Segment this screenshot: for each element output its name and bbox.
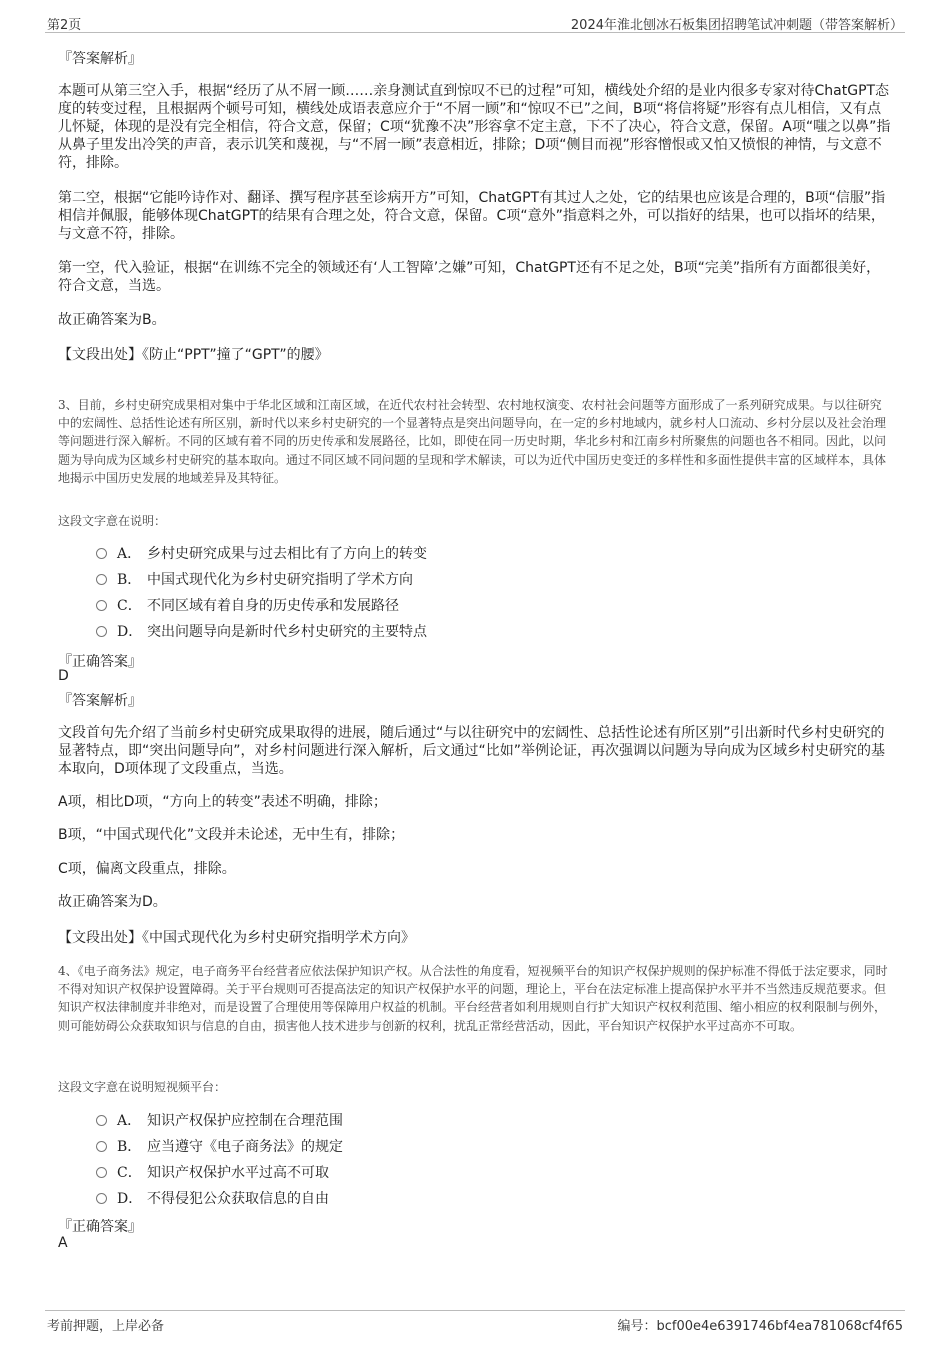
radio-button[interactable] [96,1167,107,1178]
radio-button[interactable] [96,1193,107,1204]
option-letter: C． [117,598,142,614]
serial-value: bcf00e4e6391746bf4ea781068cf4f65 [656,1319,903,1334]
page-number: 第2页 [47,18,82,33]
question-prompt: 这段文字意在说明： [58,514,167,528]
page-footer [45,1310,905,1335]
analysis-heading: 『答案解析』 [58,51,142,67]
analysis-paragraph: 第一空，代入验证，根据“在训练不完全的领域还有‘人工智障’之嫌”可知，ChatGPT还有不足之处，B项“完美”指所有方面都很美好，符合文意，当选。 [58,260,881,294]
option-letter: D． [117,624,143,640]
option-text: 乡村史研究成果与过去相比有了方向上的转变 [147,546,427,562]
analysis-paragraph: B项，“中国式现代化”文段并未论述，无中生有，排除； [58,827,405,843]
option-letter: D． [117,1191,143,1207]
option-d[interactable] [96,621,427,643]
question-text: 3、目前，乡村史研究成果相对集中于华北区域和江南区域，在近代农村社会转型、农村地权演变、农村社会问题等方面形成了一系列研究成果。与以往研究中的宏阔性、总括性论述有所区别，新时代以来乡村史研究的一个显著特点是突出问题导向，在一定的乡村地域内，就乡村人口流动、乡村分层以及社会治理等问题进行深入解析。不同的区域有着不同的历史传承和发展路径，比如，即使在同一历史时期，华北乡村和江南乡村所聚焦的问题也各不相同。因此，以问题为导向成为区域乡村史研究的基本取向。通过不同区域不同问题的呈现和学术解读，可以为近代中国历史变迁的多样性和多面性提供丰富的区域样本，具体地揭示中国历史发展的地域差异及其特征。 [58,398,887,485]
option-text: 知识产权保护应控制在合理范围 [147,1113,343,1129]
option-text: 中国式现代化为乡村史研究指明了学术方向 [147,572,413,588]
radio-button[interactable] [96,574,107,585]
option-c[interactable] [96,1162,329,1184]
analysis-conclusion: 故正确答案为D。 [58,894,167,910]
option-d[interactable] [96,1188,329,1210]
radio-button[interactable] [96,1115,107,1126]
correct-answer: D [58,668,69,684]
analysis-paragraph: A项，相比D项，“方向上的转变”表述不明确，排除； [58,794,387,810]
option-letter: B． [117,572,142,588]
analysis-heading: 『答案解析』 [58,693,142,709]
radio-button[interactable] [96,548,107,559]
correct-answer: A [58,1235,68,1251]
option-a[interactable] [96,543,427,565]
serial-label: 编号： [617,1319,657,1334]
option-text: 突出问题导向是新时代乡村史研究的主要特点 [147,624,427,640]
correct-answer-heading: 『正确答案』 [58,654,142,670]
analysis-paragraph: C项，偏离文段重点，排除。 [58,861,236,877]
source-citation: 【文段出处】《防止“PPT”撞了“GPT”的腰》 [58,347,329,363]
option-letter: B． [117,1139,142,1155]
option-b[interactable] [96,1136,343,1158]
option-text: 不得侵犯公众获取信息的自由 [147,1191,329,1207]
analysis-paragraph: 第二空，根据“它能吟诗作对、翻译、撰写程序甚至诊病开方”可知，ChatGPT有其过人之处，它的结果也应该是合理的，B项“信服”指相信并佩服，能够体现ChatGPT的结果有合理之处，符合文意，保留。C项“意外”指意料之外，可以指好的结果，也可以指坏的结果，与文意不符，排除。 [58,190,886,242]
option-text: 不同区域有着自身的历史传承和发展路径 [147,598,399,614]
correct-answer-heading: 『正确答案』 [58,1219,142,1235]
option-a[interactable] [96,1110,343,1132]
question-text: 4、《电子商务法》规定，电子商务平台经营者应依法保护知识产权。从合法性的角度看，短视频平台的知识产权保护规则的保护标准不得低于法定要求，同时不得对知识产权保护设置障碍。关于平台规则可否提高法定的知识产权保护水平的问题，理论上，平台在法定标准上提高保护水平并不当然违反规范要求。但知识产权法律制度并非绝对，而是设置了合理使用等保障用户权益的机制。平台经营者如利用规则自行扩大知识产权权利范围、缩小相应的权利限制与例外，则可能妨碍公众获取知识与信息的自由，损害他人技术进步与创新的权利，扰乱正常经营活动，因此，平台知识产权保护水平过高亦不可取。 [58,964,888,1033]
option-letter: C． [117,1165,142,1181]
analysis-paragraph: 本题可从第三空入手，根据“经历了从不屑一顾……亲身测试直到惊叹不已的过程”可知，横线处介绍的是业内很多专家对待ChatGPT态度的转变过程，且根据两个顿号可知，横线处成语表意应介于“不屑一顾”和“惊叹不已”之间，B项“将信将疑”形容有点儿相信，又有点儿怀疑，体现的是没有完全相信，符合文意，保留；C项“犹豫不决”形容拿不定主意，下不了决心，符合文意，保留。A项“嗤之以鼻”指从鼻子里发出冷笑的声音，表示讥笑和蔑视，与“不屑一顾”表意相近，排除；D项“侧目而视”形容憎恨或又怕又愤恨的神情，与文意不符，排除。 [58,83,891,171]
option-b[interactable] [96,569,413,591]
analysis-conclusion: 故正确答案为B。 [58,312,166,328]
option-letter: A． [117,1113,142,1129]
option-text: 应当遵守《电子商务法》的规定 [147,1139,343,1155]
footer-slogan: 考前押题，上岸必备 [47,1319,165,1334]
option-letter: A． [117,546,142,562]
option-c[interactable] [96,595,399,617]
option-text: 知识产权保护水平过高不可取 [147,1165,329,1181]
question-prompt: 这段文字意在说明短视频平台： [58,1080,227,1094]
radio-button[interactable] [96,600,107,611]
serial-number [617,1315,903,1334]
document-title: 2024年淮北刨冰石板集团招聘笔试冲刺题（带答案解析） [570,18,903,33]
analysis-paragraph: 文段首句先介绍了当前乡村史研究成果取得的进展，随后通过“与以往研究中的宏阔性、总括性论述有所区别”引出新时代乡村史研究的显著特点，即“突出问题导向”，对乡村问题进行深入解析，后文通过“比如”举例论证，再次强调以问题为导向成为区域乡村史研究的基本取向，D项体现了文段重点，当选。 [58,725,886,777]
source-citation: 【文段出处】《中国式现代化为乡村史研究指明学术方向》 [58,930,415,946]
radio-button[interactable] [96,626,107,637]
radio-button[interactable] [96,1141,107,1152]
page-header [45,10,905,33]
